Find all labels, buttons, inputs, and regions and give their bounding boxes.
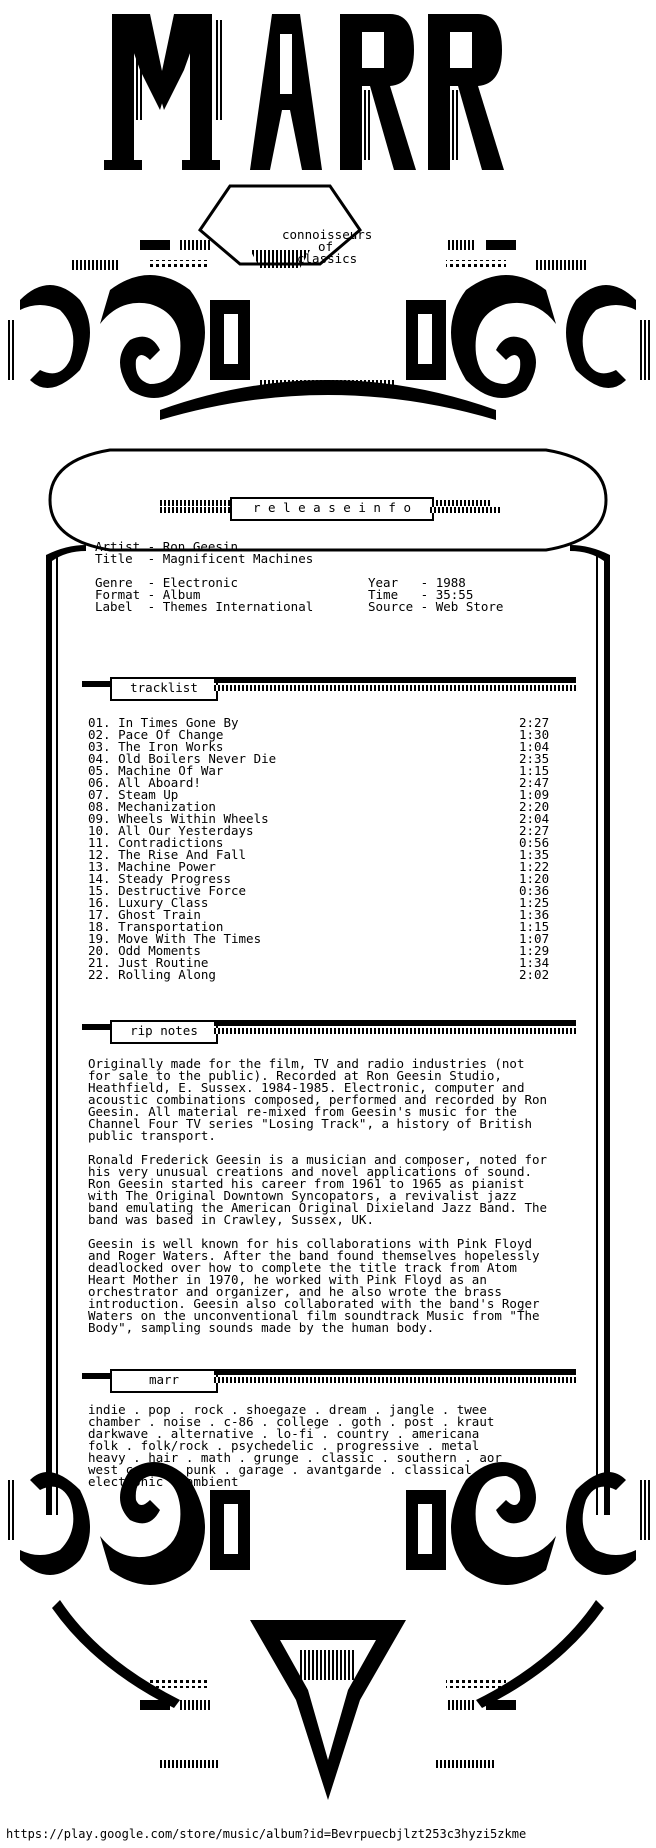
rip-notes-line: for sale to the public). Recorded at Ron Geesin Studio, bbox=[88, 1068, 502, 1083]
release-info-heading: r e l e a s e i n f o bbox=[230, 497, 434, 521]
track-duration: 1:15 bbox=[519, 919, 550, 934]
rip-notes-line: band emulating the American Original Dixieland Jazz Band. The bbox=[88, 1200, 548, 1215]
rip-notes-line: Geesin is well known for his collaborations with Pink Floyd bbox=[88, 1236, 533, 1251]
track-title: 16. Luxury Class bbox=[88, 895, 209, 910]
track-title: 15. Destructive Force bbox=[88, 883, 247, 898]
rip-notes-line: Heart Mother in 1970, he worked with Pink Floyd as an bbox=[88, 1272, 487, 1287]
track-title: 04. Old Boilers Never Die bbox=[88, 751, 277, 766]
genre-field: Genre - Electronic bbox=[95, 575, 238, 590]
rip-notes-line: Heathfield, E. Sussex. 1984-1985. Electronic, computer and bbox=[88, 1080, 525, 1095]
marr-heading: marr bbox=[110, 1369, 218, 1393]
track-title: 20. Odd Moments bbox=[88, 943, 201, 958]
track-duration: 1:04 bbox=[519, 739, 550, 754]
artist-field: Artist - Ron Geesin bbox=[95, 539, 238, 554]
track-duration: 1:15 bbox=[519, 763, 550, 778]
track-duration: 0:56 bbox=[519, 835, 550, 850]
track-duration: 1:25 bbox=[519, 895, 550, 910]
track-duration: 0:36 bbox=[519, 883, 550, 898]
track-title: 21. Just Routine bbox=[88, 955, 209, 970]
track-title: 08. Mechanization bbox=[88, 799, 216, 814]
rip-notes-rule-left bbox=[82, 1024, 110, 1030]
track-title: 02. Pace Of Change bbox=[88, 727, 224, 742]
track-duration: 1:07 bbox=[519, 931, 550, 946]
track-duration: 2:04 bbox=[519, 811, 550, 826]
track-title: 10. All Our Yesterdays bbox=[88, 823, 254, 838]
tagline-line-1: connoisseurs bbox=[282, 227, 373, 242]
track-title: 17. Ghost Train bbox=[88, 907, 201, 922]
track-title: 03. The Iron Works bbox=[88, 739, 224, 754]
genre-line: heavy . hair . math . grunge . classic . southern . aor bbox=[88, 1450, 502, 1465]
track-title: 12. The Rise And Fall bbox=[88, 847, 247, 862]
track-title: 11. Contradictions bbox=[88, 835, 224, 850]
track-title: 01. In Times Gone By bbox=[88, 715, 239, 730]
genre-line: darkwave . alternative . lo-fi . country . americana bbox=[88, 1426, 480, 1441]
rip-notes-line: band was based in Crawley, Sussex, UK. bbox=[88, 1212, 374, 1227]
genre-line: indie . pop . rock . shoegaze . dream . jangle . twee bbox=[88, 1402, 487, 1417]
rip-notes-line: Originally made for the film, TV and radio industries (not bbox=[88, 1056, 525, 1071]
track-duration: 2:27 bbox=[519, 715, 550, 730]
year-field: Year - 1988 bbox=[368, 575, 466, 590]
track-title: 19. Move With The Times bbox=[88, 931, 262, 946]
footer-url[interactable]: https://play.google.com/store/music/album?id=Bevrpuecbjlzt253c3hyzi5zkme bbox=[6, 1827, 527, 1841]
genre-line: electronic . ambient bbox=[88, 1474, 239, 1489]
track-duration: 1:30 bbox=[519, 727, 550, 742]
track-title: 13. Machine Power bbox=[88, 859, 216, 874]
rip-notes-line: with The Original Downtown Syncopators, a revivalist jazz bbox=[88, 1188, 517, 1203]
marr-rule-hatch bbox=[214, 1377, 576, 1383]
bottom-ornament bbox=[6, 1462, 650, 1800]
marr-rule-right bbox=[214, 1369, 576, 1375]
rip-notes-line: his very unusual creations and novel applications of sound. bbox=[88, 1164, 533, 1179]
rip-notes-line: public transport. bbox=[88, 1128, 216, 1143]
track-duration: 1:09 bbox=[519, 787, 550, 802]
track-duration: 1:29 bbox=[519, 943, 550, 958]
tagline-line-2: of bbox=[318, 239, 334, 254]
rip-notes-line: Body", sampling sounds made by the human body. bbox=[88, 1320, 435, 1335]
rip-notes-heading: rip notes bbox=[110, 1020, 218, 1044]
track-duration: 1:22 bbox=[519, 859, 550, 874]
genre-line: west coast . punk . garage . avantgarde . classical bbox=[88, 1462, 472, 1477]
track-duration: 2:02 bbox=[519, 967, 550, 982]
rip-notes-rule-hatch bbox=[214, 1028, 576, 1034]
track-title: 14. Steady Progress bbox=[88, 871, 231, 886]
track-title: 07. Steam Up bbox=[88, 787, 179, 802]
track-title: 18. Transportation bbox=[88, 919, 224, 934]
rip-notes-line: Geesin. All material re-mixed from Geesin's music for the bbox=[88, 1104, 517, 1119]
rip-notes-line: Channel Four TV series "Losing Track", a history of British bbox=[88, 1116, 533, 1131]
rip-notes-line: Ronald Frederick Geesin is a musician and composer, noted for bbox=[88, 1152, 548, 1167]
format-field: Format - Album bbox=[95, 587, 201, 602]
track-duration: 1:20 bbox=[519, 871, 550, 886]
label-field: Label - Themes International bbox=[95, 599, 314, 614]
rip-notes-line: orchestrator and organizer, and he also wrote the brass bbox=[88, 1284, 502, 1299]
logo-art bbox=[104, 14, 504, 170]
rip-notes-line: deadlocked over how to complete the title track from Atom bbox=[88, 1260, 517, 1275]
track-duration: 1:36 bbox=[519, 907, 550, 922]
rip-notes-line: and Roger Waters. After the band found themselves hopelessly bbox=[88, 1248, 540, 1263]
track-duration: 2:47 bbox=[519, 775, 550, 790]
time-field: Time - 35:55 bbox=[368, 587, 474, 602]
track-title: 05. Machine Of War bbox=[88, 763, 224, 778]
genre-line: folk . folk/rock . psychedelic . progressive . metal bbox=[88, 1438, 480, 1453]
track-duration: 2:27 bbox=[519, 823, 550, 838]
tracklist-rule-hatch bbox=[214, 685, 576, 691]
rip-notes-rule-right bbox=[214, 1020, 576, 1026]
rip-notes-line: Ron Geesin started his career from 1961 to 1965 as pianist bbox=[88, 1176, 525, 1191]
track-duration: 2:20 bbox=[519, 799, 550, 814]
release-info-rule-left bbox=[160, 507, 230, 513]
rip-notes-line: Waters on the unconventional film soundtrack Music from "The bbox=[88, 1308, 540, 1323]
track-duration: 1:35 bbox=[519, 847, 550, 862]
tracklist-rule-left bbox=[82, 681, 110, 687]
rip-notes-line: introduction. Geesin also collaborated with the band's Roger bbox=[88, 1296, 540, 1311]
release-info-rule-right bbox=[430, 507, 500, 513]
top-ornament bbox=[6, 240, 650, 420]
track-duration: 1:34 bbox=[519, 955, 550, 970]
source-field: Source - Web Store bbox=[368, 599, 504, 614]
tracklist-rule-right bbox=[214, 677, 576, 683]
track-duration: 2:35 bbox=[519, 751, 550, 766]
track-title: 09. Wheels Within Wheels bbox=[88, 811, 269, 826]
tracklist-heading: tracklist bbox=[110, 677, 218, 701]
marr-rule-left bbox=[82, 1373, 110, 1379]
tagline-line-3: classics bbox=[297, 251, 358, 266]
title-field: Title - Magnificent Machines bbox=[95, 551, 314, 566]
track-title: 22. Rolling Along bbox=[88, 967, 216, 982]
rip-notes-line: acoustic combinations composed, performed and recorded by Ron bbox=[88, 1092, 548, 1107]
track-title: 06. All Aboard! bbox=[88, 775, 201, 790]
genre-line: chamber . noise . c-86 . college . goth . post . kraut bbox=[88, 1414, 495, 1429]
